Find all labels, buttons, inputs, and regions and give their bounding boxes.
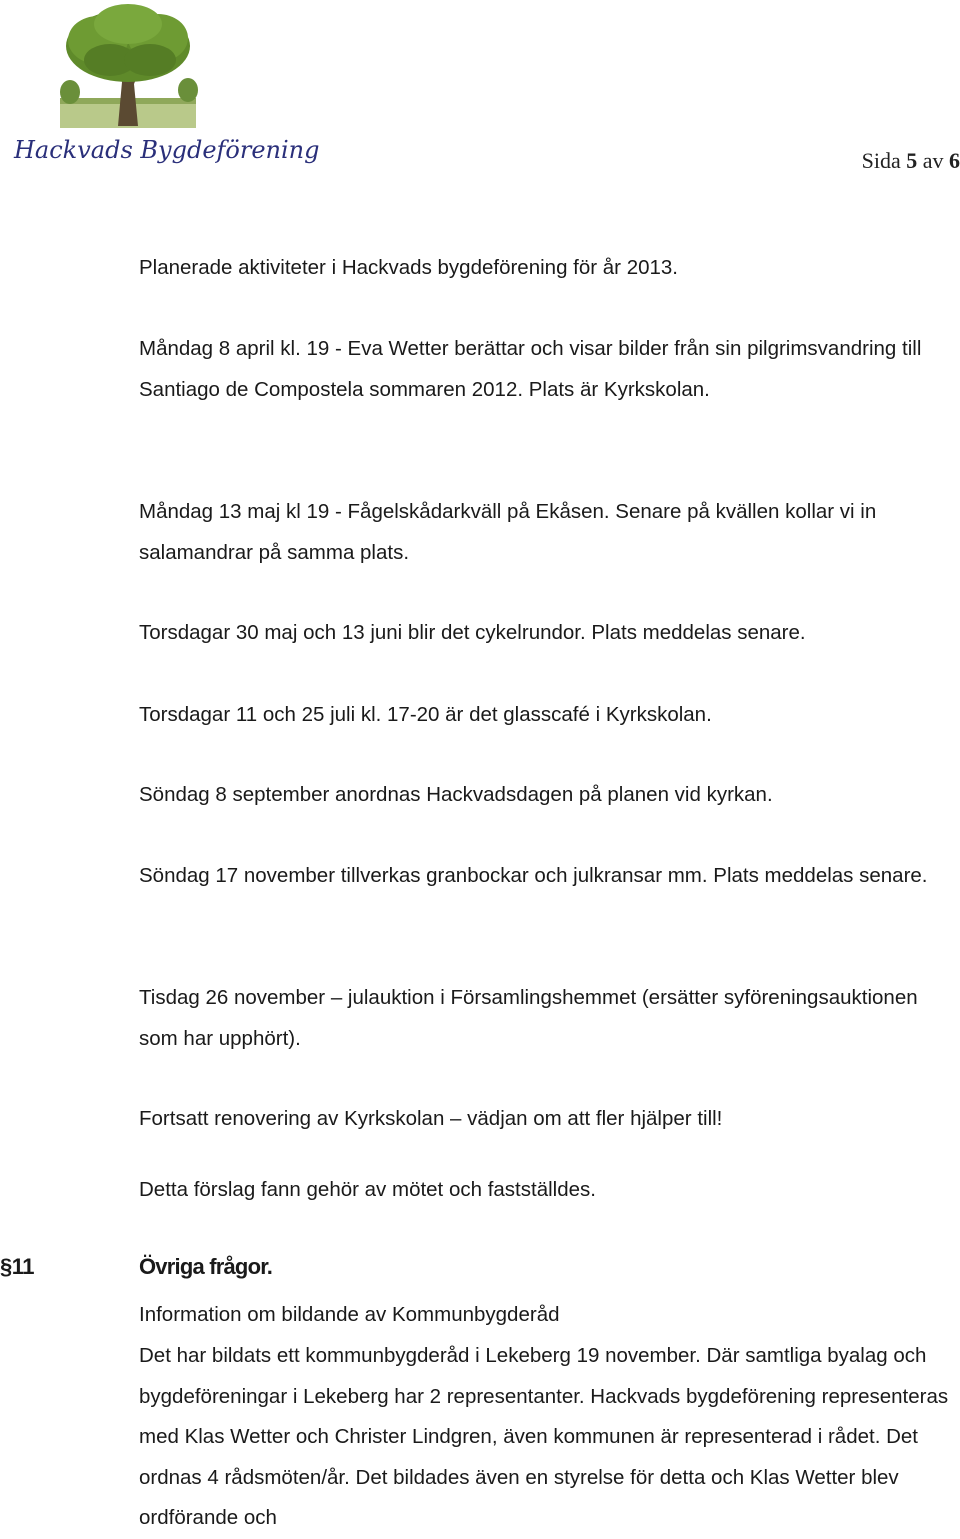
page-number: [862, 148, 960, 174]
page-total: 6: [949, 148, 960, 173]
activity-paragraph: Måndag 13 maj kl 19 - Fågelskådarkväll på Ekåsen. Senare på kvällen kollar vi in salamandrar på samma plats.: [139, 500, 877, 564]
activity-paragraph: Torsdagar 30 maj och 13 juni blir det cykelrundor. Plats meddelas senare.: [139, 621, 806, 644]
oak-tree-logo-icon: [10, 2, 320, 170]
section-number: §11: [0, 1254, 34, 1279]
page-label: Sida: [861, 148, 901, 173]
page-current: 5: [906, 148, 918, 173]
activity-paragraph: Fortsatt renovering av Kyrkskolan – vädjan om att fler hjälper till!: [139, 1107, 723, 1130]
page-of: av: [922, 148, 944, 173]
section-body: Det har bildats ett kommunbygderåd i Lekeberg 19 november. Där samtliga byalag och bygdeföreningar i Lekeberg har 2 representanter. Hackvads bygdeförening representeras med Klas Wetter och Christer Lindgren, även kommunen är representerad i rådet. Det ordnas 4 rådsmöten/år. Det bildades även en styrelse för detta och Klas Wetter blev ordförande och: [139, 1344, 949, 1529]
activity-paragraph: Tisdag 26 november – julauktion i Församlingshemmet (ersätter syföreningsauktionen som har upphört).: [139, 986, 918, 1050]
decision-paragraph: Detta förslag fann gehör av mötet och fastställdes.: [139, 1178, 596, 1201]
activity-paragraph: Måndag 8 april kl. 19 - Eva Wetter berättar och visar bilder från sin pilgrimsvandring till Santiago de Compostela sommaren 2012. Plats är Kyrkskolan.: [139, 337, 922, 401]
section-subheading: Information om bildande av Kommunbygderåd: [139, 1303, 560, 1326]
association-logo: [10, 2, 320, 170]
svg-text:Hackvads Bygdeförening: Hackvads Bygdeförening: [14, 136, 320, 164]
activities-heading: Planerade aktiviteter i Hackvads bygdeförening för år 2013.: [139, 256, 679, 279]
activity-paragraph: Torsdagar 11 och 25 juli kl. 17-20 är det glasscafé i Kyrkskolan.: [139, 703, 712, 726]
activity-paragraph: Söndag 17 november tillverkas granbockar och julkransar mm. Plats meddelas senare.: [139, 864, 928, 887]
section-title: Övriga frågor.: [139, 1254, 273, 1279]
activity-paragraph: Söndag 8 september anordnas Hackvadsdagen på planen vid kyrkan.: [139, 783, 773, 806]
